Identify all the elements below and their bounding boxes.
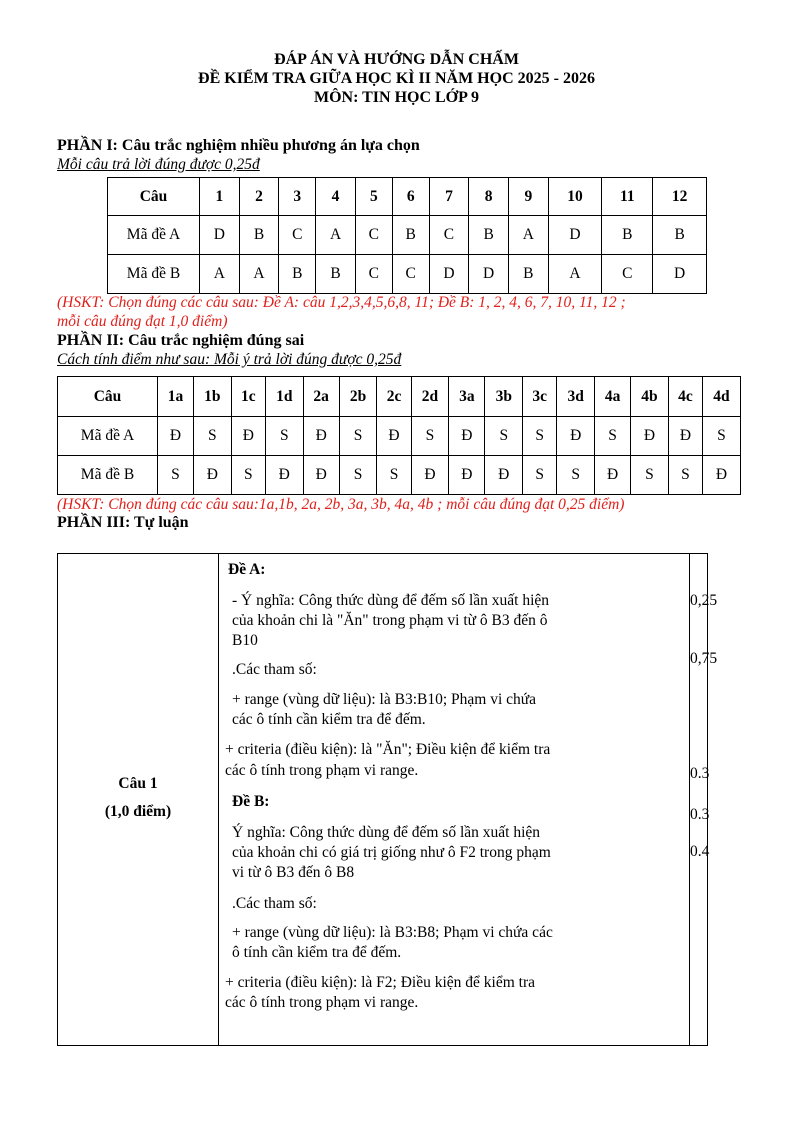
part2-item-label: 1a [158, 377, 194, 417]
part2-answer-cell: Đ [631, 417, 669, 456]
part1-q-num: 12 [653, 178, 707, 216]
part2-header-label: Câu [58, 377, 158, 417]
part2-answer-cell: S [631, 456, 669, 495]
part1-row-label: Mã đề A [108, 216, 200, 255]
part2-item-label: 3b [485, 377, 523, 417]
part1-answer-cell: B [239, 216, 279, 255]
part2-answer-cell: S [595, 417, 631, 456]
part1-q-num: 10 [548, 178, 602, 216]
part2-answer-cell: S [702, 417, 740, 456]
part2-answer-cell: S [485, 417, 523, 456]
part1-answer-cell: B [279, 255, 316, 294]
part2-item-label: 2c [377, 377, 411, 417]
part2-answer-cell: Đ [595, 456, 631, 495]
part2-answer-cell: Đ [303, 456, 339, 495]
part2-header-row [58, 377, 741, 417]
de-a-meaning-line1: - Ý nghĩa: Công thức dùng để đếm số lần xuất hiện [232, 592, 550, 609]
de-a-criteria-line2: các ô tính trong phạm vi range. [225, 762, 419, 779]
part1-answer-cell: C [355, 216, 392, 255]
part2-item-label: 1b [193, 377, 231, 417]
part2-answer-cell: S [158, 456, 194, 495]
part2-item-label: 4b [631, 377, 669, 417]
part2-answer-cell: S [523, 417, 557, 456]
score-value: 0.3 [690, 765, 710, 782]
part2-answer-cell: S [265, 417, 303, 456]
part2-answer-cell: Đ [557, 417, 595, 456]
part2-answer-cell: S [377, 456, 411, 495]
part1-note: Mỗi câu trả lời đúng được 0,25đ [57, 156, 260, 173]
part2-answer-cell: S [668, 456, 702, 495]
de-a-meaning-line2: của khoản chi là "Ăn" trong phạm vi từ ô B3 đến ô [232, 612, 548, 629]
part1-answer-cell: D [200, 216, 240, 255]
de-b-range-line2: ô tính cần kiểm tra để đếm. [232, 944, 402, 961]
part2-row-label: Mã đề B [58, 456, 158, 495]
part1-row-label: Mã đề B [108, 255, 200, 294]
de-a-meaning-line3: B10 [232, 632, 258, 649]
de-b-meaning-line2: của khoản chi có giá trị giống như ô F2 trong phạm [232, 844, 551, 861]
question-points: (1,0 điểm) [104, 803, 172, 820]
de-b-meaning-line3: vi từ ô B3 đến ô B8 [232, 864, 355, 881]
part2-answer-cell: Đ [449, 456, 485, 495]
part1-q-num: 4 [316, 178, 356, 216]
de-a-params: .Các tham số: [232, 661, 317, 678]
part2-answer-cell: S [339, 417, 377, 456]
essay-answer-table [57, 553, 718, 1046]
part2-item-label: 2a [303, 377, 339, 417]
part1-answer-cell: B [508, 255, 548, 294]
part2-answer-cell: S [557, 456, 595, 495]
score-value: 0.4 [690, 843, 710, 860]
part1-answer-cell: D [429, 255, 469, 294]
score-column [690, 554, 718, 1045]
de-a-heading: Đề A: [228, 561, 266, 578]
part1-q-num: 2 [239, 178, 279, 216]
part2-row-ma-de-b [58, 456, 741, 495]
de-b-heading: Đề B: [232, 793, 270, 810]
question-column [58, 554, 219, 1045]
part1-row-ma-de-b [108, 255, 707, 294]
part2-item-label: 3a [449, 377, 485, 417]
part1-q-num: 8 [469, 178, 509, 216]
part2-item-label: 2d [411, 377, 449, 417]
score-value: 0,25 [690, 592, 718, 609]
part1-answer-cell: D [653, 255, 707, 294]
part2-row-label: Mã đề A [58, 417, 158, 456]
part1-answer-cell: C [392, 255, 429, 294]
part1-answer-cell: C [602, 255, 653, 294]
part2-answer-cell: S [523, 456, 557, 495]
doc-title-line3: MÔN: TIN HỌC LỚP 9 [313, 89, 480, 106]
part2-answer-cell: Đ [485, 456, 523, 495]
part2-answer-cell: S [411, 417, 449, 456]
part1-answer-cell: C [279, 216, 316, 255]
part2-answer-cell: Đ [231, 417, 265, 456]
part2-answer-cell: S [193, 417, 231, 456]
de-b-criteria-line1: + criteria (điều kiện): là F2; Điều kiện để kiểm tra [225, 974, 536, 991]
part2-answer-table [57, 376, 741, 495]
de-b-range-line1: + range (vùng dữ liệu): là B3:B8; Phạm vi chứa các [232, 924, 553, 941]
part1-q-num: 1 [200, 178, 240, 216]
part2-item-label: 4c [668, 377, 702, 417]
part1-answer-cell: D [548, 216, 602, 255]
de-b-meaning-line1: Ý nghĩa: Công thức dùng để đếm số lần xuất hiện [232, 824, 541, 841]
part2-item-label: 3c [523, 377, 557, 417]
part1-q-num: 6 [392, 178, 429, 216]
part2-answer-cell: Đ [668, 417, 702, 456]
doc-title-line1: ĐÁP ÁN VÀ HƯỚNG DẪN CHẤM [274, 51, 519, 68]
part1-hskt-line1: (HSKT: Chọn đúng các câu sau: Đề A: câu 1,2,3,4,5,6,8, 11; Đề B: 1, 2, 4, 6, 7, 10, 11, 12 ; [57, 294, 626, 311]
part2-item-label: 4d [702, 377, 740, 417]
part2-note: Cách tính điểm như sau: Mỗi ý trả lời đúng được 0,25đ [57, 351, 402, 368]
part2-answer-cell: Đ [265, 456, 303, 495]
part1-answer-cell: B [316, 255, 356, 294]
part1-title: PHẦN I: Câu trắc nghiệm nhiều phương án lựa chọn [57, 137, 420, 154]
part2-hskt: (HSKT: Chọn đúng các câu sau:1a,1b, 2a, 2b, 3a, 3b, 4a, 4b ; mỗi câu đúng đạt 0,25 điểm) [57, 496, 625, 513]
part2-row-ma-de-a [58, 417, 741, 456]
part1-answer-cell: A [548, 255, 602, 294]
part1-answer-cell: D [469, 255, 509, 294]
part2-item-label: 3d [557, 377, 595, 417]
part1-answer-cell: B [392, 216, 429, 255]
part2-title: PHẦN II: Câu trắc nghiệm đúng sai [57, 332, 305, 349]
part2-answer-cell: Đ [193, 456, 231, 495]
part1-answer-cell: B [602, 216, 653, 255]
part2-item-label: 2b [339, 377, 377, 417]
de-b-params: .Các tham số: [232, 895, 317, 912]
part1-hskt-line2: mỗi câu đúng đạt 1,0 điểm) [57, 313, 228, 330]
doc-title-line2: ĐỀ KIỂM TRA GIỮA HỌC KÌ II NĂM HỌC 2025 - 2026 [198, 70, 595, 87]
part1-row-ma-de-a [108, 216, 707, 255]
part1-answer-cell: C [355, 255, 392, 294]
part1-answer-cell: A [200, 255, 240, 294]
score-value: 0,75 [690, 650, 718, 667]
part2-answer-cell: Đ [377, 417, 411, 456]
part1-q-num: 7 [429, 178, 469, 216]
de-a-range-line1: + range (vùng dữ liệu): là B3:B10; Phạm vi chứa [232, 691, 537, 708]
part2-item-label: 1d [265, 377, 303, 417]
part1-header-label: Câu [108, 178, 200, 216]
part1-answer-cell: B [653, 216, 707, 255]
part2-item-label: 1c [231, 377, 265, 417]
question-label: Câu 1 [118, 775, 158, 792]
part2-answer-cell: S [231, 456, 265, 495]
part2-answer-cell: Đ [303, 417, 339, 456]
part1-answer-cell: A [239, 255, 279, 294]
part2-answer-cell: S [339, 456, 377, 495]
part1-q-num: 3 [279, 178, 316, 216]
de-b-criteria-line2: các ô tính trong phạm vi range. [225, 994, 419, 1011]
part1-answer-cell: B [469, 216, 509, 255]
answer-column [219, 554, 690, 1045]
part3-title: PHẦN III: Tự luận [57, 514, 189, 531]
part2-answer-cell: Đ [449, 417, 485, 456]
part1-q-num: 9 [508, 178, 548, 216]
part2-item-label: 4a [595, 377, 631, 417]
part2-answer-cell: Đ [158, 417, 194, 456]
part1-q-num: 11 [602, 178, 653, 216]
part1-q-num: 5 [355, 178, 392, 216]
part2-answer-cell: Đ [411, 456, 449, 495]
part1-answer-cell: A [316, 216, 356, 255]
part1-header-row [108, 178, 707, 216]
part1-answer-table [107, 177, 707, 294]
score-value: 0.3 [690, 806, 710, 823]
part2-answer-cell: Đ [702, 456, 740, 495]
de-a-criteria-line1: + criteria (điều kiện): là "Ăn"; Điều kiện để kiểm tra [225, 741, 551, 758]
part1-answer-cell: A [508, 216, 548, 255]
de-a-range-line2: các ô tính cần kiểm tra để đếm. [232, 711, 426, 728]
part1-answer-cell: C [429, 216, 469, 255]
